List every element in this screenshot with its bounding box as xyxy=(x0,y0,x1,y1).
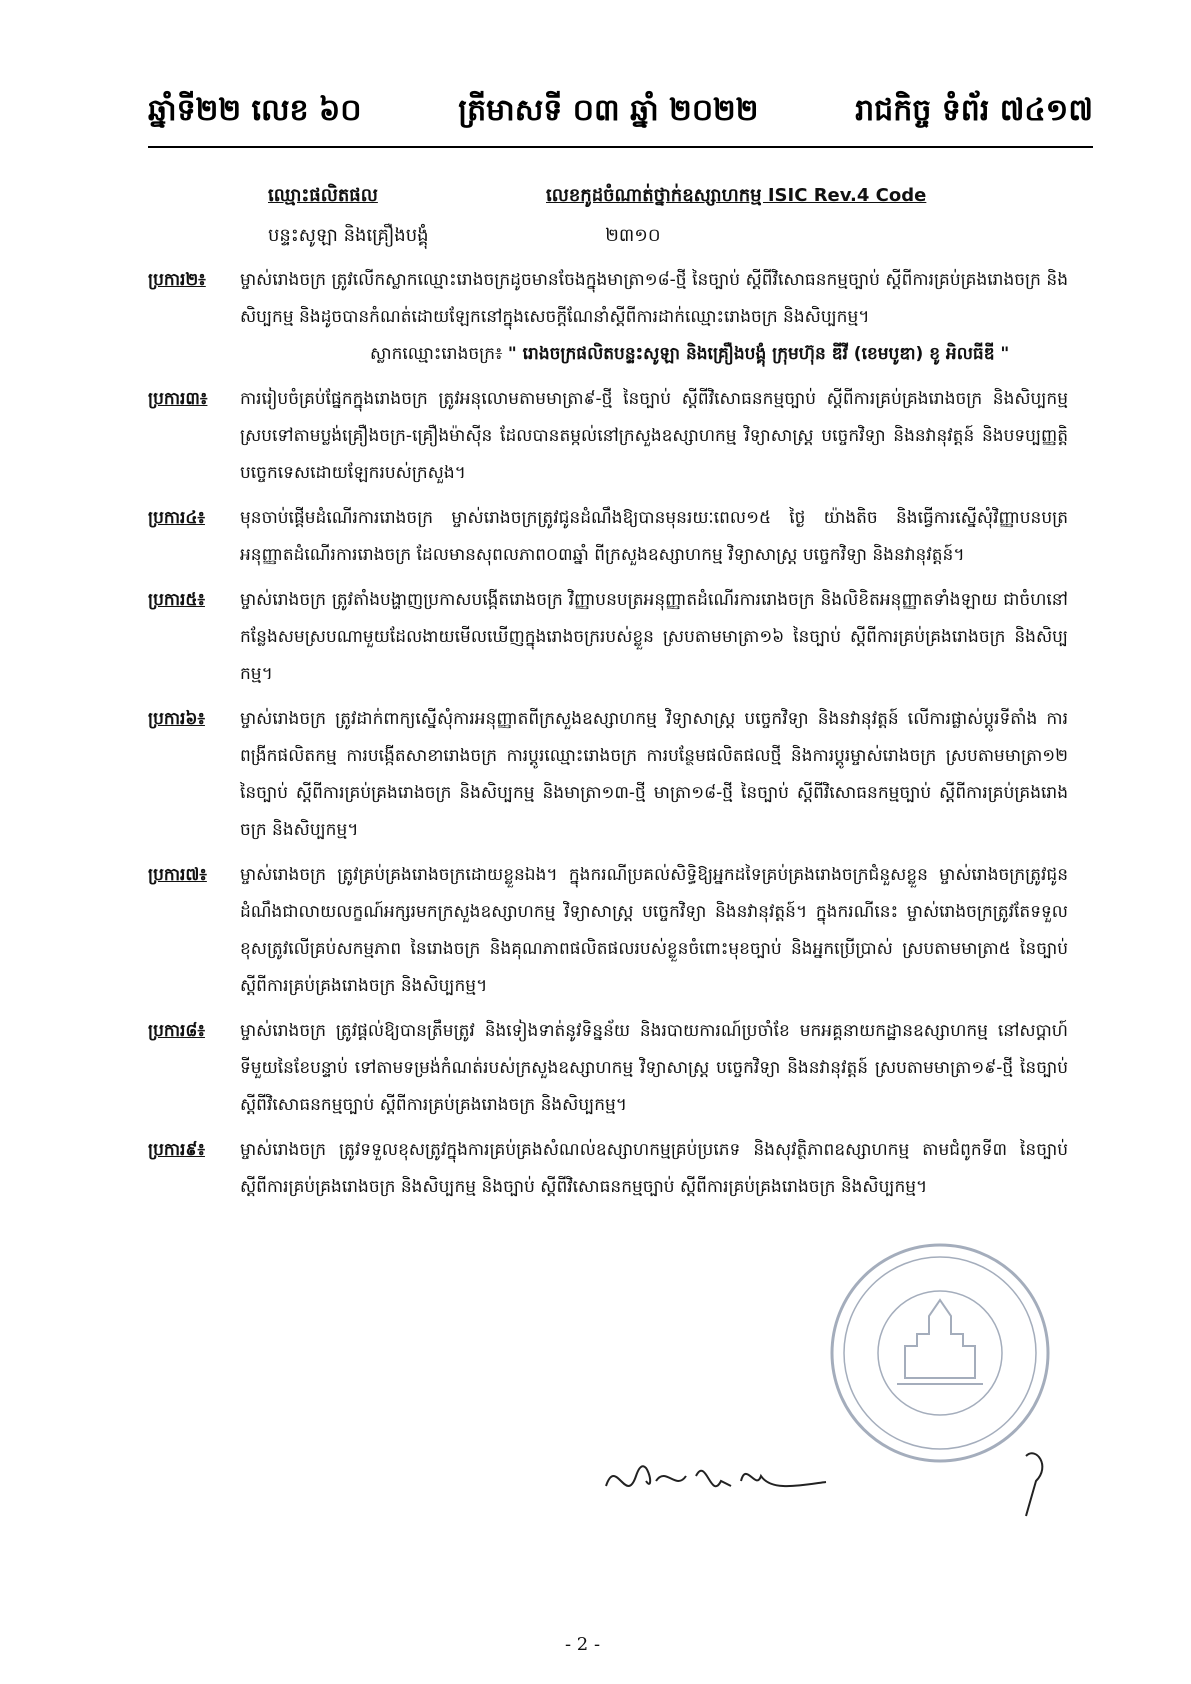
article-text: ការរៀបចំគ្រប់ផ្នែកក្នុងរោងចក្រ ត្រូវអនុលោមតាមមាត្រា៩-ថ្មី នៃច្បាប់ ស្តីពីវិសោធនកម្មច្បាប់ ស្តីពីការគ្រប់គ្រងរោងចក្រ និងសិប្បកម្ម ស្របទៅតាមប្លង់គ្រឿងចក្រ-គ្រឿងម៉ាស៊ីន ដែលបានតម្កល់នៅក្រសួងឧស្សាហកម្ម វិទ្យាសាស្ត្រ បច្ចេកវិទ្យា និងនវានុវត្តន៍ និងបទប្បញ្ញត្តិបច្ចេកទេសដោយឡែករបស់ក្រសួង។ xyxy=(240,389,1068,483)
header-page-ref: រាជកិច្ច ទំព័រ ៧៤១៧ xyxy=(855,93,1093,128)
article-text: ម្ចាស់រោងចក្រ ត្រូវទទួលខុសត្រូវក្នុងការគ្រប់គ្រងសំណល់ឧស្សាហកម្មគ្រប់ប្រភេទ និងសុវត្ថិភាពឧស្សាហកម្ម តាមជំពូកទី៣ នៃច្បាប់ ស្តីពីការគ្រប់គ្រងរោងចក្រ និងសិប្បកម្ម និងច្បាប់ ស្តីពីវិសោធនកម្មច្បាប់ ស្តីពីការគ្រប់គ្រងរោងចក្រ និងសិប្បកម្ម។ xyxy=(240,1140,1068,1197)
sign-label: ស្លាកឈ្មោះរោងចក្រ៖ xyxy=(370,344,503,364)
article-label: ប្រការ២៖ xyxy=(148,270,206,290)
gazette-header xyxy=(148,88,1093,138)
article-6 xyxy=(148,701,1068,849)
sign-value: " រោងចក្រផលិតបន្ទះសូឡា និងគ្រឿងបង្គុំ ក្រុមហ៊ុន ឌីវី (ខេមបូឌា) ខូ អិលធីឌី " xyxy=(507,344,1010,364)
article-label: ប្រការ៧៖ xyxy=(148,865,207,885)
official-seal-stamp xyxy=(825,1238,1055,1468)
isic-code-header: លេខកូដចំណាត់ថ្នាក់ឧស្សាហកម្ម ISIC Rev.4 Code xyxy=(546,184,927,206)
header-year-issue: ឆ្នាំទី២២ លេខ ៦០ xyxy=(148,93,362,128)
product-table-row xyxy=(268,216,1068,256)
article-label: ប្រការ៦៖ xyxy=(148,709,205,729)
article-text: មុនចាប់ផ្តើមដំណើរការរោងចក្រ ម្ចាស់រោងចក្រត្រូវជូនដំណឹងឱ្យបានមុនរយៈពេល១៥ ថ្ងៃ យ៉ាងតិច និងធ្វើការស្នើសុំវិញ្ញាបនបត្រអនុញ្ញាតដំណើរការរោងចក្រ ដែលមានសុពលភាព០៣ឆ្នាំ ពីក្រសួងឧស្សាហកម្ម វិទ្យាសាស្ត្រ បច្ចេកវិទ្យា និងនវានុវត្តន៍។ xyxy=(240,508,1068,565)
header-quarter: ត្រីមាសទី ០៣ ឆ្នាំ ២០២២ xyxy=(458,93,759,128)
article-3 xyxy=(148,381,1068,492)
article-list xyxy=(148,262,1068,1214)
product-table-header xyxy=(268,176,1068,216)
article-label: ប្រការ៥៖ xyxy=(148,590,205,610)
factory-sign-line xyxy=(240,336,1068,373)
product-table xyxy=(268,176,1068,256)
article-8 xyxy=(148,1013,1068,1124)
product-name: បន្ទះសូឡា និងគ្រឿងបង្គុំ xyxy=(268,224,429,246)
article-text: ម្ចាស់រោងចក្រ ត្រូវលើកស្លាកឈ្មោះរោងចក្រដូចមានចែងក្នុងមាត្រា១៨-ថ្មី នៃច្បាប់ ស្តីពីវិសោធនកម្មច្បាប់ ស្តីពីការគ្រប់គ្រងរោងចក្រ និងសិប្បកម្ម និងដូចបានកំណត់ដោយឡែកនៅក្នុងសេចក្តីណែនាំស្តីពីការដាក់ឈ្មោះរោងចក្រ និងសិប្បកម្ម។ xyxy=(240,270,1068,327)
article-text: ម្ចាស់រោងចក្រ ត្រូវគ្រប់គ្រងរោងចក្រដោយខ្លួនឯង។ ក្នុងករណីប្រគល់សិទ្ធិឱ្យអ្នកដទៃគ្រប់គ្រងរោងចក្រជំនួសខ្លួន ម្ចាស់រោងចក្រត្រូវជូនដំណឹងជាលាយលក្ខណ៍អក្សរមកក្រសួងឧស្សាហកម្ម វិទ្យាសាស្ត្រ បច្ចេកវិទ្យា និងនវានុវត្តន៍។ ក្នុងករណីនេះ ម្ចាស់រោងចក្រត្រូវតែទទួលខុសត្រូវលើគ្រប់សកម្មភាព នៃរោងចក្រ និងគុណភាពផលិតផលរបស់ខ្លួនចំពោះមុខច្បាប់ និងអ្នកប្រើប្រាស់ ស្របតាមមាត្រា៥ នៃច្បាប់ ស្តីពីការគ្រប់គ្រងរោងចក្រ និងសិប្បកម្ម។ xyxy=(240,865,1068,996)
article-2 xyxy=(148,262,1068,373)
article-7 xyxy=(148,857,1068,1005)
article-text: ម្ចាស់រោងចក្រ ត្រូវផ្តល់ឱ្យបានត្រឹមត្រូវ និងទៀងទាត់នូវទិន្នន័យ និងរបាយការណ៍ប្រចាំខែ មកអគ្គនាយកដ្ឋានឧស្សាហកម្ម នៅសប្តាហ៍ទីមួយនៃខែបន្ទាប់ ទៅតាមទម្រង់កំណត់របស់ក្រសួងឧស្សាហកម្ម វិទ្យាសាស្ត្រ បច្ចេកវិទ្យា និងនវានុវត្តន៍ ស្របតាមមាត្រា១៩-ថ្មី នៃច្បាប់ ស្តីពីវិសោធនកម្មច្បាប់ ស្តីពីការគ្រប់គ្រងរោងចក្រ និងសិប្បកម្ម។ xyxy=(240,1021,1068,1115)
article-label: ប្រការ៣៖ xyxy=(148,389,208,409)
article-label: ប្រការ៩៖ xyxy=(148,1140,205,1160)
article-label: ប្រការ៤៖ xyxy=(148,508,205,528)
article-text: ម្ចាស់រោងចក្រ ត្រូវដាក់ពាក្យស្នើសុំការអនុញ្ញាតពីក្រសួងឧស្សាហកម្ម វិទ្យាសាស្ត្រ បច្ចេកវិទ្យា និងនវានុវត្តន៍ លើការផ្លាស់ប្តូរទីតាំង ការពង្រីកផលិតកម្ម ការបង្កើតសាខារោងចក្រ ការប្តូរឈ្មោះរោងចក្រ ការបន្ថែមផលិតផលថ្មី និងការប្តូរម្ចាស់រោងចក្រ ស្របតាមមាត្រា១២ នៃច្បាប់ ស្តីពីការគ្រប់គ្រងរោងចក្រ និងសិប្បកម្ម និងមាត្រា១៣-ថ្មី មាត្រា១៨-ថ្មី នៃច្បាប់ ស្តីពីវិសោធនកម្មច្បាប់ ស្តីពីការគ្រប់គ្រងរោងចក្រ និងសិប្បកម្ម។ xyxy=(240,709,1068,840)
header-divider xyxy=(148,146,1093,148)
article-label: ប្រការ៨៖ xyxy=(148,1021,205,1041)
page-number: - 2 - xyxy=(565,1634,601,1655)
article-text: ម្ចាស់រោងចក្រ ត្រូវតាំងបង្ហាញប្រកាសបង្កើតរោងចក្រ វិញ្ញាបនបត្រអនុញ្ញាតដំណើរការរោងចក្រ និងលិខិតអនុញ្ញាតទាំងឡាយ ជាចំហនៅកន្លែងសមស្របណាមួយដែលងាយមើលឃើញក្នុងរោងចក្ររបស់ខ្លួន ស្របតាមមាត្រា១៦ នៃច្បាប់ ស្តីពីការគ្រប់គ្រងរោងចក្រ និងសិប្បកម្ម។ xyxy=(240,590,1068,684)
article-9 xyxy=(148,1132,1068,1206)
product-name-header: ឈ្មោះផលិតផល xyxy=(268,184,378,206)
isic-code: ២៣១០ xyxy=(605,224,661,246)
article-4 xyxy=(148,500,1068,574)
article-5 xyxy=(148,582,1068,693)
article-content xyxy=(240,262,1068,373)
signature-initials xyxy=(596,1446,1076,1526)
